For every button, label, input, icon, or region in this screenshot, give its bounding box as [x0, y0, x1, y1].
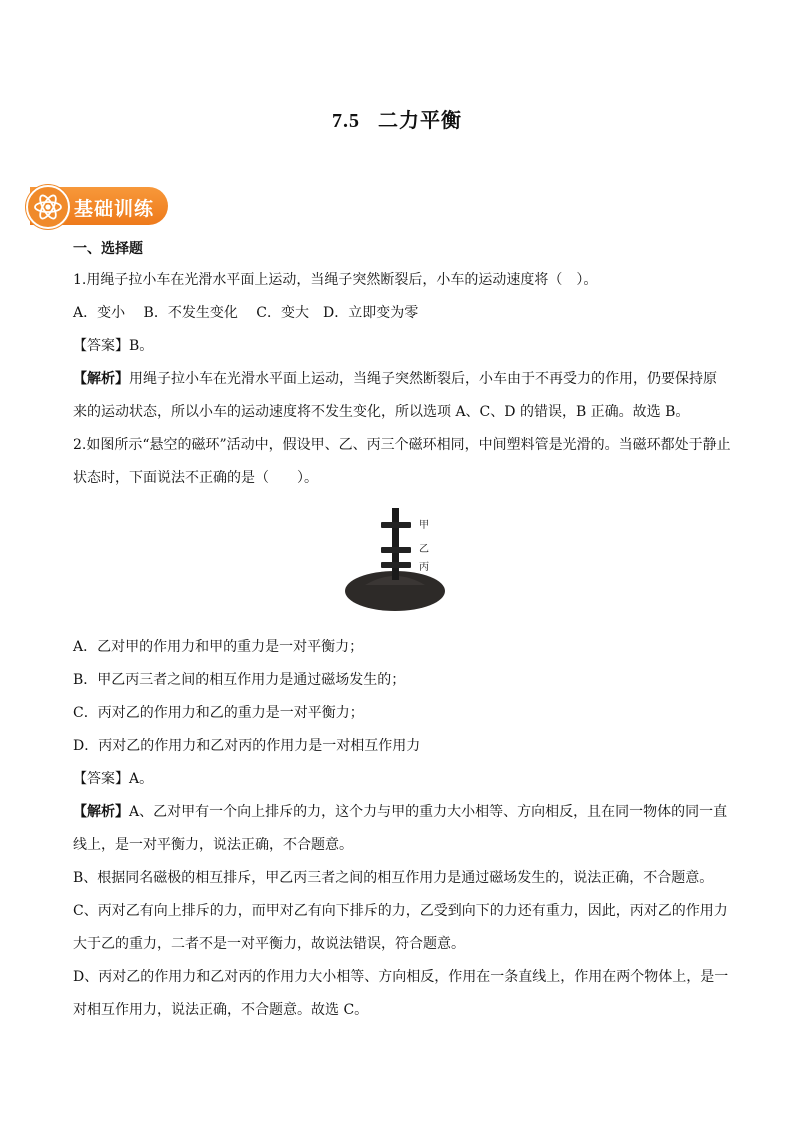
label-bing: 丙	[419, 562, 429, 573]
figure-rod	[392, 508, 399, 580]
label-yi: 乙	[419, 544, 429, 555]
answer-value: B。	[129, 338, 154, 354]
q2-option-a: A．乙对甲的作用力和甲的重力是一对平衡力；	[73, 639, 364, 655]
magnet-ring-figure	[343, 505, 453, 615]
q1-options: A．变小 B．不发生变化 C．变大 D．立即变为零	[73, 305, 419, 321]
q2-analysis-c1: C、丙对乙有向上排斥的力，而甲对乙有向下排斥的力，乙受到向下的力还有重力，因此，丙对乙的作用力	[73, 903, 728, 919]
q1-analysis-line2: 来的运动状态，所以小车的运动速度将不发生变化，所以选项 A、C、D 的错误，B 正确。故选 B。	[73, 404, 690, 420]
q2-analysis-a1	[73, 802, 733, 822]
q2-option-d: D．丙对乙的作用力和乙对丙的作用力是一对相互作用力	[73, 738, 421, 754]
answer-value: A。	[129, 771, 154, 787]
q2-analysis-b: B、根据同名磁极的相互排斥，甲乙丙三者之间的相互作用力是通过磁场发生的，说法正确，不合题意。	[73, 870, 714, 886]
q1-stem: 1.用绳子拉小车在光滑水平面上运动，当绳子突然断裂后，小车的运动速度将（ ）。	[73, 272, 598, 288]
q2-analysis-c2: 大于乙的重力，二者不是一对平衡力，故说法错误，符合题意。	[73, 936, 465, 952]
label-jia: 甲	[419, 520, 429, 531]
q2-stem-line2: 状态时，下面说法不正确的是（ ）。	[73, 470, 318, 486]
analysis-text: 用绳子拉小车在光滑水平面上运动，当绳子突然断裂后，小车由于不再受力的作用，仍要保持原	[129, 371, 717, 387]
atom-icon	[26, 185, 70, 229]
q1-answer	[73, 336, 733, 356]
banner-label: 基础训练	[74, 198, 155, 220]
answer-mark: 【答案】	[73, 338, 129, 354]
title-number: 7.5	[332, 110, 360, 132]
q2-answer	[73, 769, 733, 789]
q2-analysis-d1: D、丙对乙的作用力和乙对丙的作用力大小相等、方向相反，作用在一条直线上，作用在两个物体上，是一	[73, 969, 729, 985]
q2-stem-line1: 2.如图所示“悬空的磁环”活动中，假设甲、乙、丙三个磁环相同，中间塑料管是光滑的。当磁环都处于静止	[73, 437, 731, 453]
section-heading: 一、选择题	[73, 241, 143, 257]
section-banner	[30, 187, 168, 225]
answer-mark: 【答案】	[73, 771, 129, 787]
q1-analysis-line1	[73, 369, 733, 389]
q2-analysis-a2: 线上，是一对平衡力，说法正确，不合题意。	[73, 837, 353, 853]
analysis-mark: 【解析】	[73, 371, 129, 387]
q2-option-c: C．丙对乙的作用力和乙的重力是一对平衡力；	[73, 705, 364, 721]
title-text: 二力平衡	[378, 108, 462, 132]
q2-option-b: B．甲乙丙三者之间的相互作用力是通过磁场发生的；	[73, 672, 406, 688]
ring-jia	[381, 522, 411, 528]
analysis-mark: 【解析】	[73, 804, 129, 820]
ring-yi	[381, 547, 411, 553]
q2-analysis-d2: 对相互作用力，说法正确，不合题意。故选 C。	[73, 1002, 369, 1018]
page-title	[0, 104, 794, 133]
analysis-text: A、乙对甲有一个向上排斥的力，这个力与甲的重力大小相等、方向相反，且在同一物体的同一直	[129, 804, 728, 820]
ring-bing	[381, 562, 411, 568]
